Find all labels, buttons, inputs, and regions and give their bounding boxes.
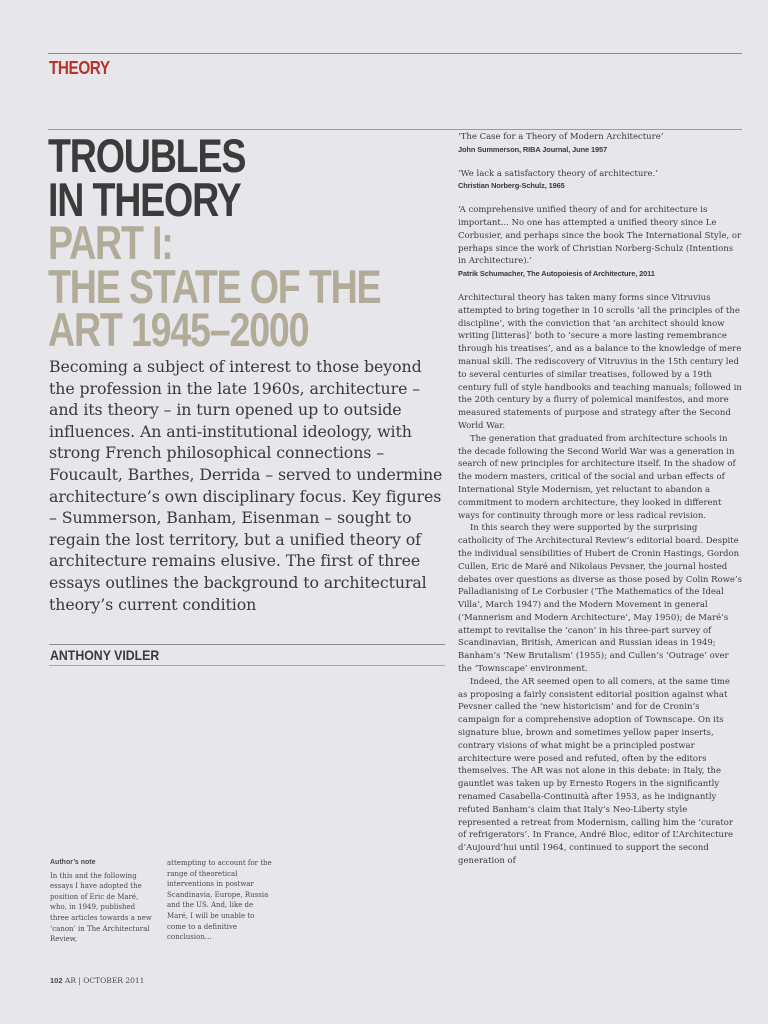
issue-label: AR | OCTOBER 2011	[64, 976, 145, 985]
epigraph-cite: John Summerson, RIBA Journal, June 1957	[458, 144, 608, 154]
epigraph	[458, 168, 742, 194]
author-rule-top	[49, 644, 445, 645]
article-title	[48, 129, 384, 356]
epigraph-quote: ‘The Case for a Theory of Modern Architecture’	[458, 132, 664, 142]
title-line-2: IN THEORY	[48, 172, 241, 226]
page-folio	[50, 976, 144, 985]
author-note-right	[167, 858, 275, 943]
title-line-4: THE STATE OF THE	[48, 259, 381, 313]
epigraph-cite: Christian Norberg-Schulz, 1965	[458, 181, 565, 191]
body-paragraph: Indeed, the AR seemed open to all comers, at the same time as proposing a fairly consistent editorial position against what Pevsner called the ‘new historicism’ and for de Cronin’s campaign for a comprehensive adoption of Townscape. On its signature blue, brown and sometimes yellow paper inserts, contrary visions of what might be a principled postwar architecture were posed and refuted, often by the editors themselves. The AR was not alone in this debate: in Italy, the gauntlet was taken up by Ernesto Rogers in the significantly renamed Casabella-Continuità after 1953, as he indignantly refuted Banham’s claim that Italy’s Neo-Liberty style represented a retreat from Modernism, calling him the ‘curator of refrigerators’. In France, André Bloc, editor of L’Architecture d’Aujourd’hui until 1964, continued to support the second generation of	[458, 676, 734, 867]
top-rule	[48, 53, 742, 54]
author-note-heading: Author’s note	[50, 859, 96, 866]
page-number: 102	[50, 976, 63, 985]
epigraph-quote: ‘A comprehensive unified theory of and for architecture is important... No one has attempted a unified theory since Le Corbusier, and perhaps since the book The International Style, or perhaps since the work of Christian Norberg-Schulz (Intentions in Architecture).’	[458, 205, 742, 267]
section-label: THEORY	[49, 58, 110, 78]
right-column	[458, 131, 742, 868]
epigraph	[458, 131, 742, 157]
body-paragraph: The generation that graduated from architecture schools in the decade following the Second World War was a generation in search of new principles for architecture itself. In the shadow of the modern masters, critical of the social and urban effects of International Style Modernism, yet reluctant to abandon a commitment to modern architecture, they looked in different ways for continuity through more or less radical revision.	[458, 433, 736, 521]
author-note-text-right: attempting to account for the range of theoretical interventions in postwar Scandinavia, Europe, Russia and the US. And, like de Maré, I will be unable to come to a definitive conclusion...	[167, 859, 272, 942]
author-note-text-left: In this and the following essays I have adopted the position of Eric de Maré, who, in 1949, published three articles towards a new ‘canon’ in The Architectural Review,	[50, 871, 152, 944]
epigraph	[458, 204, 742, 281]
epigraph-quote: ‘We lack a satisfactory theory of architecture.’	[458, 168, 658, 179]
title-line-3: PART I:	[48, 216, 173, 269]
author-note-left	[50, 858, 154, 945]
epigraph-cite: Patrik Schumacher, The Autopoiesis of Architecture, 2011	[458, 269, 655, 279]
body-paragraph: In this search they were supported by the surprising catholicity of The Architectural Review’s editorial board. Despite the individual sensibilities of Hubert de Cronin Hastings, Gordon Cullen, Eric de Maré and Nikolaus Pevsner, the journal hosted debates over questions as diverse as those posed by Colin Rowe’s Palladianising of Le Corbusier (‘The Mathematics of the Ideal Villa’, March 1947) and the Modern Movement in general (‘Mannerism and Modern Architecture’, May 1950); de Maré’s attempt to revitalise the ‘canon’ in his three-part survey of Scandinavian, British, American and Russian ideas in 1949; Banham’s ‘New Brutalism’ (1955); and Cullen’s ‘Outrage’ over the ‘Townscape’ environment.	[458, 523, 742, 675]
title-line-1: TROUBLES	[48, 129, 246, 182]
article-body	[458, 292, 742, 868]
author-rule-bottom	[49, 665, 445, 666]
body-paragraph: Architectural theory has taken many forms since Vitruvius attempted to bring together in 10 scrolls ‘all the principles of the discipline’, with the conviction that ‘an architect should know writing [litteras]’ both to ‘secure a more lasting remembrance through his treatises’, and as a balance to the knowledge of mere manual skill. The rediscovery of Vitruvius in the 15th century led to several centuries of similar treatises, followed by a 19th century full of style handbooks and teaching manuals; followed in the 20th century by a flurry of polemical manifestos, and more measured statements of purpose and strategy after the Second World War.	[458, 292, 742, 431]
author-byline: ANTHONY VIDLER	[50, 647, 160, 663]
standfirst: Becoming a subject of interest to those beyond the profession in the late 1960s, architecture – and its theory – in turn opened up to outside influences. An anti-institutional ideology, with strong French philosophical connections – Foucault, Barthes, Derrida – served to undermine architecture’s own disciplinary focus. Key figures – Summerson, Banham, Eisenman – sought to regain the lost territory, but a unified theory of architecture remains elusive. The first of three essays outlines the background to architectural theory’s current condition	[49, 357, 443, 614]
title-line-5: ART 1945–2000	[48, 303, 309, 356]
